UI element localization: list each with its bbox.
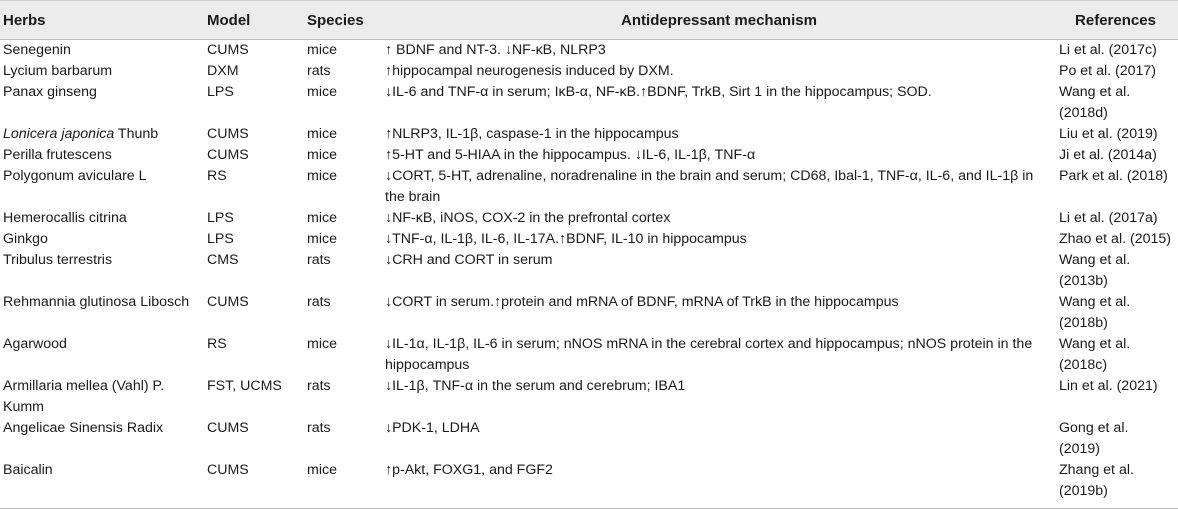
header-species: Species	[307, 1, 385, 40]
cell-reference: Wang et al. (2018d)	[1059, 84, 1131, 121]
cell-herb: Panax ginseng	[3, 84, 97, 100]
cell-reference: Liu et al. (2019)	[1059, 126, 1158, 142]
cell-herb: Senegenin	[3, 42, 71, 58]
header-model: Model	[207, 1, 307, 40]
header-row	[0, 1, 1178, 40]
cell-herb: Tribulus terrestris	[3, 252, 113, 268]
cell-species: rats	[307, 294, 331, 310]
header-references: References	[1059, 1, 1178, 40]
cell-model: CUMS	[207, 420, 249, 436]
cell-model: LPS	[207, 231, 234, 247]
cell-mechanism: ↑ BDNF and NT-3. ↓NF-κB, NLRP3	[385, 42, 606, 58]
cell-reference: Park et al. (2018)	[1059, 168, 1168, 184]
table-row	[0, 376, 1178, 418]
cell-mechanism: ↑hippocampal neurogenesis induced by DXM.	[385, 63, 674, 79]
cell-reference: Po et al. (2017)	[1059, 63, 1157, 79]
cell-model: CUMS	[207, 460, 307, 509]
table-row	[0, 229, 1178, 250]
table-row	[0, 82, 1178, 124]
cell-model: CUMS	[207, 126, 249, 142]
cell-reference: Li et al. (2017a)	[1059, 210, 1158, 226]
cell-mechanism: ↓IL-6 and TNF-α in serum; IκB-α, NF-κB.↑BDNF, TrkB, Sirt 1 in the hippocampus; SOD.	[385, 84, 932, 100]
cell-herb: Perilla frutescens	[3, 147, 112, 163]
cell-mechanism: ↓NF-κB, iNOS, COX-2 in the prefrontal cortex	[385, 210, 671, 226]
cell-reference: Zhang et al. (2019b)	[1059, 460, 1178, 509]
cell-model: FST, UCMS	[207, 378, 282, 394]
cell-model: RS	[207, 168, 227, 184]
cell-herb: Baicalin	[0, 460, 207, 509]
cell-model: LPS	[207, 210, 234, 226]
table-row	[0, 418, 1178, 460]
cell-reference: Zhao et al. (2015)	[1059, 231, 1171, 247]
table-row	[0, 292, 1178, 334]
cell-herb: Lycium barbarum	[3, 63, 113, 79]
cell-species: mice	[307, 84, 337, 100]
cell-model: CUMS	[207, 294, 249, 310]
cell-model: DXM	[207, 63, 239, 79]
cell-mechanism: ↓IL-1β, TNF-α in the serum and cerebrum; IBA1	[385, 378, 686, 394]
cell-reference: Wang et al. (2018b)	[1059, 294, 1131, 331]
cell-species: rats	[307, 378, 331, 394]
cell-species: mice	[307, 336, 337, 352]
cell-model: RS	[207, 336, 227, 352]
cell-herb	[0, 124, 207, 145]
cell-model: CMS	[207, 252, 239, 268]
cell-species: mice	[307, 126, 337, 142]
cell-species: mice	[307, 147, 337, 163]
cell-species: mice	[307, 168, 337, 184]
cell-mechanism: ↓CORT, 5-HT, adrenaline, noradrenaline in the brain and serum; CD68, Ibal-1, TNF-α, IL-6, and IL-1β in the brain	[385, 168, 1034, 205]
cell-model: CUMS	[207, 147, 249, 163]
table-row	[0, 166, 1178, 208]
cell-mechanism: ↓IL-1α, IL-1β, IL-6 in serum; nNOS mRNA in the cerebral cortex and hippocampus; nNOS protein in the hippocampus	[385, 336, 1033, 373]
cell-reference: Wang et al. (2018c)	[1059, 336, 1131, 373]
cell-species: mice	[307, 42, 337, 58]
cell-species: mice	[307, 231, 337, 247]
cell-herb: Polygonum aviculare L	[3, 168, 147, 184]
cell-species: rats	[307, 252, 331, 268]
cell-mechanism: ↑p-Akt, FOXG1, and FGF2	[385, 460, 1059, 509]
herb-italic-name: Lonicera japonica	[3, 126, 115, 142]
cell-herb: Hemerocallis citrina	[3, 210, 127, 226]
cell-mechanism: ↑NLRP3, IL-1β, caspase-1 in the hippocampus	[385, 126, 679, 142]
cell-reference: Lin et al. (2021)	[1059, 378, 1158, 394]
table-row	[0, 124, 1178, 145]
table-row	[0, 145, 1178, 166]
cell-herb: Rehmannia glutinosa Libosch	[3, 294, 190, 310]
cell-mechanism: ↓CRH and CORT in serum	[385, 252, 553, 268]
table-row	[0, 250, 1178, 292]
table-row	[0, 208, 1178, 229]
cell-reference: Gong et al. (2019)	[1059, 420, 1129, 457]
cell-reference: Li et al. (2017c)	[1059, 42, 1157, 58]
cell-model: LPS	[207, 84, 234, 100]
cell-model: CUMS	[207, 42, 249, 58]
cell-mechanism: ↓PDK-1, LDHA	[385, 420, 480, 436]
cell-mechanism: ↓CORT in serum.↑protein and mRNA of BDNF, mRNA of TrkB in the hippocampus	[385, 294, 899, 310]
cell-mechanism: ↑5-HT and 5-HIAA in the hippocampus. ↓IL-6, IL-1β, TNF-α	[385, 147, 756, 163]
cell-species: mice	[307, 210, 337, 226]
cell-reference: Wang et al. (2013b)	[1059, 252, 1131, 289]
cell-mechanism: ↓TNF-α, IL-1β, IL-6, IL-17A.↑BDNF, IL-10 in hippocampus	[385, 231, 747, 247]
table-row	[0, 40, 1178, 62]
cell-herb: Ginkgo	[3, 231, 48, 247]
table-row	[0, 61, 1178, 82]
header-mechanism: Antidepressant mechanism	[385, 1, 1059, 40]
cell-species: mice	[307, 460, 385, 509]
herb-authority: Thunb	[114, 126, 159, 142]
cell-species: rats	[307, 63, 331, 79]
table-row	[0, 334, 1178, 376]
cell-species: rats	[307, 420, 331, 436]
cell-herb: Agarwood	[3, 336, 67, 352]
cell-herb: Armillaria mellea (Vahl) P. Kumm	[3, 378, 165, 415]
table-row	[0, 460, 1178, 509]
cell-herb: Angelicae Sinensis Radix	[3, 420, 164, 436]
header-herbs: Herbs	[0, 1, 207, 40]
cell-reference: Ji et al. (2014a)	[1059, 147, 1157, 163]
